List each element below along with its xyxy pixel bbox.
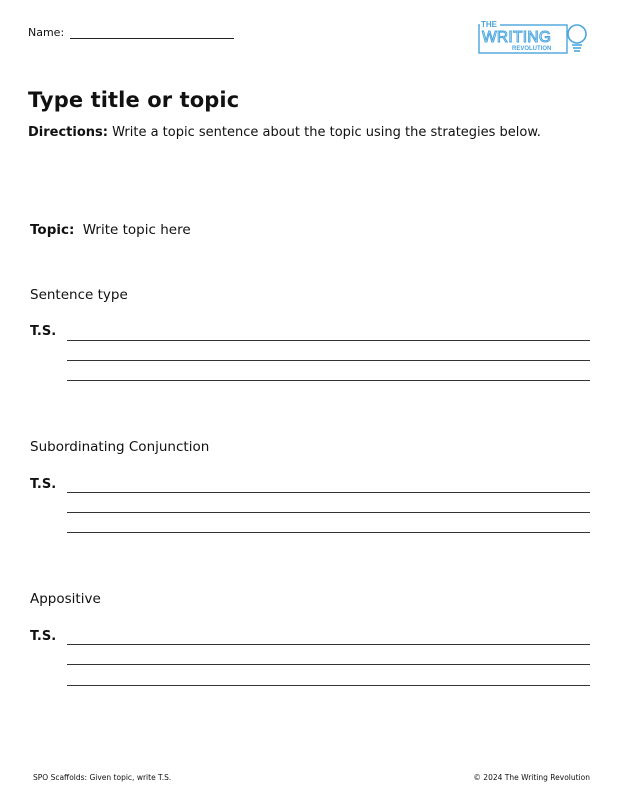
- writing-line[interactable]: [67, 644, 590, 645]
- logo-text-the: THE: [481, 20, 497, 29]
- section-label-subordinating-conjunction: Subordinating Conjunction: [30, 439, 210, 455]
- writing-line[interactable]: [67, 664, 590, 665]
- ts-label: T.S.: [30, 629, 57, 644]
- section-label-appositive: Appositive: [30, 591, 101, 607]
- writing-line[interactable]: [67, 492, 590, 493]
- page-title: Type title or topic: [28, 88, 240, 112]
- ts-label: T.S.: [30, 324, 57, 339]
- writing-line[interactable]: [67, 685, 590, 686]
- name-input-line[interactable]: [70, 26, 234, 39]
- directions-text: Write a topic sentence about the topic using the strategies below.: [112, 125, 541, 140]
- logo-text-writing: WRITING: [482, 29, 552, 46]
- directions: [28, 125, 541, 140]
- directions-label: Directions:: [28, 125, 108, 140]
- name-field-row: [28, 26, 234, 39]
- ts-label: T.S.: [30, 477, 57, 492]
- writing-line[interactable]: [67, 340, 590, 341]
- section-label-sentence-type: Sentence type: [30, 287, 128, 303]
- name-label: Name:: [28, 26, 65, 39]
- writing-line[interactable]: [67, 380, 590, 381]
- lightbulb-icon: [568, 25, 586, 51]
- writing-line[interactable]: [67, 512, 590, 513]
- topic-value[interactable]: Write topic here: [82, 222, 191, 238]
- writing-line[interactable]: [67, 532, 590, 533]
- topic-label: Topic:: [30, 222, 75, 238]
- footer-left-text: SPO Scaffolds: Given topic, write T.S.: [33, 773, 172, 782]
- footer-copyright: © 2024 The Writing Revolution: [473, 773, 590, 782]
- writing-revolution-logo: [478, 18, 594, 56]
- logo-text-revolution: REVOLUTION: [512, 46, 552, 52]
- topic-row: [30, 222, 191, 238]
- writing-line[interactable]: [67, 360, 590, 361]
